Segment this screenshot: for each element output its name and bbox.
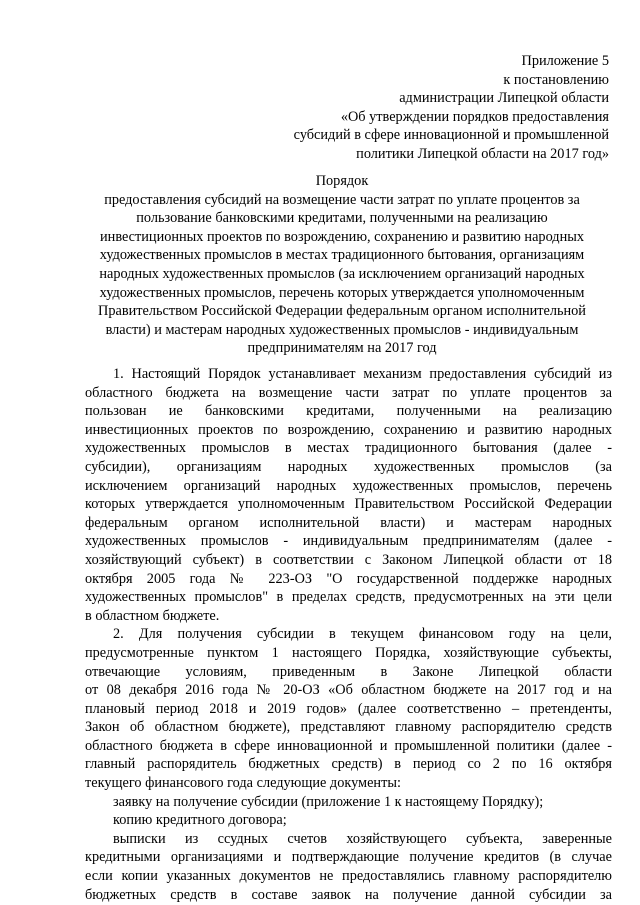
body-line: текущего финансового года следующие документы: [85, 775, 401, 792]
title-line: народных художественных промыслов (за исключением организаций народных [99, 265, 585, 282]
body-line: областного бюджета в сфере инновационной и промышленной политики (далее - [85, 737, 612, 754]
title-line: предпринимателям на 2017 год [247, 340, 437, 357]
body-line: отвечающие условиям, приведенным в Законе Липецкой области [85, 663, 612, 680]
body-line: художественных промыслов в местах традиционного бытования (далее - [85, 440, 612, 457]
title-line: пользование банковскими кредитами, полученными на реализацию [136, 210, 548, 227]
body-line: октября 2005 года № 223-ОЗ "О государственной поддержке народных [85, 570, 612, 587]
title-line: Правительством Российской Федерации федеральным органом исполнительной [98, 303, 586, 320]
title-line: художественных промыслов в местах традиционного бытования, организациям [99, 247, 585, 264]
title-line: предоставления субсидий на возмещение части затрат по уплате процентов за [104, 191, 580, 208]
body-line: художественных промыслов" в пределах средств, предусмотренных на эти цели [85, 589, 612, 606]
body-line: заявку на получение субсидии (приложение 1 к настоящему Порядку); [113, 793, 544, 810]
body-line: Закон об областном бюджете), представляют главному распорядителю средств [85, 719, 612, 736]
appendix-block [294, 52, 609, 164]
body-line: копию кредитного договора; [113, 812, 287, 829]
body-line: выписки из ссудных счетов хозяйствующего субъекта, заверенные [113, 830, 612, 847]
body-line: 2. Для получения субсидии в текущем финансовом году на цели, [113, 626, 612, 643]
body-line: от 08 декабря 2016 года № 20-ОЗ «Об областном бюджете на 2017 год и на [85, 682, 612, 699]
body-line: предусмотренные пунктом 1 настоящего Порядка, хозяйствующие субъекты, [85, 644, 612, 661]
body-line: которых утверждается уполномоченным Правительством Российской Федерации [85, 496, 612, 513]
body-line: кредитными организациями и подтверждающие получение кредитов (в случае [85, 849, 612, 866]
appendix-line: «Об утверждении порядков предоставления [340, 108, 609, 125]
body-line: главный распорядитель бюджетных средств) в период со 2 по 16 октября [85, 756, 612, 773]
document-title [72, 172, 612, 358]
body-line: 1. Настоящий Порядок устанавливает механизм предоставления субсидий из [113, 366, 612, 382]
body-line: исключением организаций народных художественных промыслов, перечень [85, 477, 612, 494]
appendix-line: Приложение 5 [521, 53, 609, 69]
title-heading: Порядок [315, 173, 369, 189]
body-line: инвестиционных проектов по возрождению, сохранению и развитию народных [85, 421, 612, 438]
title-line: власти) и мастерам народных художественных промыслов - индивидуальным [105, 321, 579, 338]
appendix-line: администрации Липецкой области [399, 90, 609, 107]
body-line: художественных промыслов - индивидуальным предпринимателям (далее - [85, 533, 612, 550]
body-line: областного бюджета на возмещение части затрат по уплате процентов за [85, 384, 612, 401]
appendix-line: субсидий в сфере инновационной и промышленной [293, 127, 609, 144]
body-line: бюджетных средств в составе заявок на получение данной субсидии за [85, 886, 612, 903]
body-line: если копии указанных документов не предоставлялись главному распорядителю [85, 868, 612, 885]
body-line: субсидии), организациям народных художественных промыслов (за [85, 458, 612, 475]
appendix-line: к постановлению [503, 71, 609, 88]
body-line: плановый период 2018 и 2019 годов» (далее соответственно – претенденты, [85, 700, 612, 717]
body-line: федеральным органом исполнительной власти) и мастерам народных [85, 514, 612, 531]
document-body [85, 365, 612, 904]
title-line: инвестиционных проектов по возрождению, сохранению и развитию народных [100, 228, 584, 245]
body-line: пользован ие банковскими кредитами, полученными на реализацию [85, 403, 612, 420]
body-line: в областном бюджете. [85, 607, 220, 624]
appendix-line: политики Липецкой области на 2017 год» [356, 145, 609, 162]
body-line: хозяйствующий субъект) в соответствии с Законом Липецкой области от 18 [85, 551, 612, 568]
title-line: художественных промыслов, перечень которых утверждается уполномоченным [99, 284, 585, 301]
